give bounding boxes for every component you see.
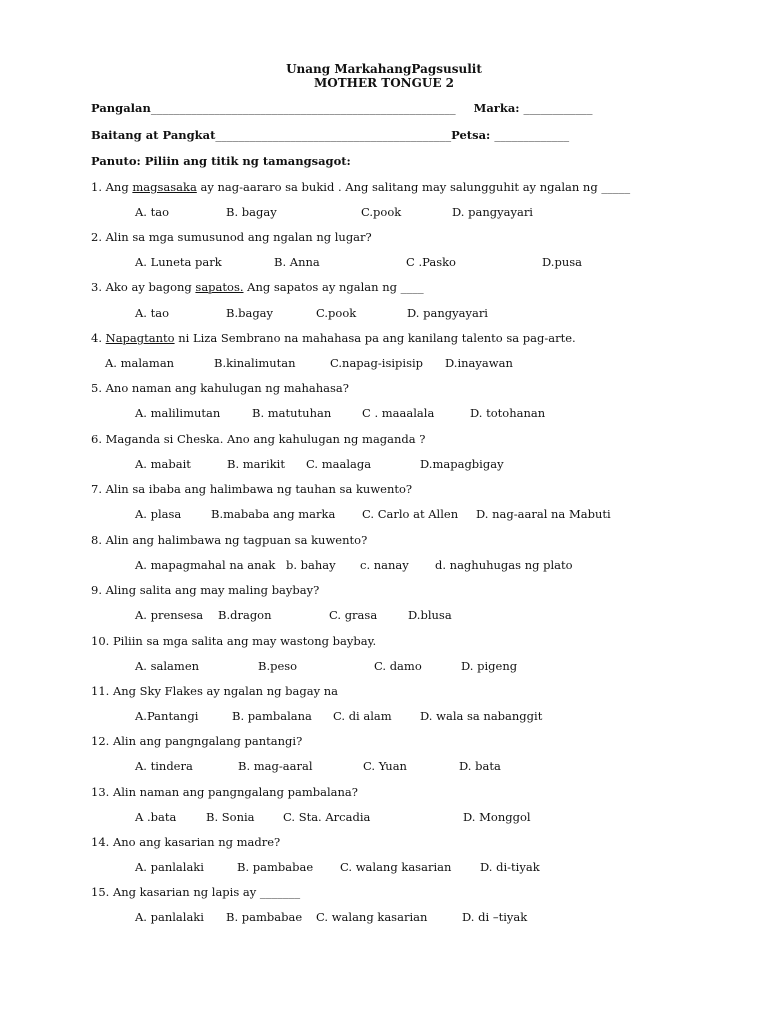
choice-15-a: A. panlalaki bbox=[135, 910, 204, 924]
question-8 bbox=[91, 533, 367, 547]
question-text-cont: Ang sapatos ay ngalan ng ____ bbox=[243, 280, 424, 294]
choice-3-c: C.pook bbox=[316, 306, 357, 320]
choice-5-c: C . maaalala bbox=[362, 406, 435, 420]
underlined-word: Napagtanto bbox=[105, 331, 175, 345]
question-13 bbox=[91, 785, 358, 799]
question-15 bbox=[91, 885, 300, 899]
date-label: Petsa: bbox=[451, 128, 495, 142]
question-text: 11. Ang Sky Flakes ay ngalan ng bagay na bbox=[91, 684, 339, 698]
choice-7-b: B.mababa ang marka bbox=[211, 507, 336, 521]
choice-2-c: C .Pasko bbox=[406, 255, 456, 269]
question-7 bbox=[91, 482, 412, 496]
choice-13-c: C. Sta. Arcadia bbox=[283, 810, 371, 824]
choice-5-d: D. totohanan bbox=[470, 406, 546, 420]
choice-7-a: A. plasa bbox=[135, 507, 182, 521]
section-label: Baitang at Pangkat bbox=[91, 128, 216, 142]
question-2 bbox=[91, 230, 372, 244]
choice-2-d: D.pusa bbox=[542, 255, 582, 269]
question-10 bbox=[91, 634, 376, 648]
choice-15-b: B. pambabae bbox=[226, 910, 303, 924]
choice-12-d: D. bata bbox=[459, 759, 501, 773]
choice-11-d: D. wala sa nabanggit bbox=[420, 709, 543, 723]
question-text: 13. Alin naman ang pangngalang pambalana? bbox=[91, 785, 358, 799]
question-text-cont: ni Liza Sembrano na mahahasa pa ang kanilang talento sa pag-arte. bbox=[174, 331, 576, 345]
grade-label: Marka: bbox=[473, 101, 524, 115]
choice-6-c: C. maalaga bbox=[306, 457, 372, 471]
choice-15-d: D. di –tiyak bbox=[462, 910, 528, 924]
choice-3-b: B.bagay bbox=[226, 306, 274, 320]
choice-1-d: D. pangyayari bbox=[452, 205, 533, 219]
choice-13-a: A .bata bbox=[135, 810, 177, 824]
question-text: 12. Alin ang pangngalang pantangi? bbox=[91, 734, 303, 748]
choice-12-b: B. mag-aaral bbox=[238, 759, 313, 773]
question-text: 1. Ang bbox=[91, 180, 133, 194]
grade-blank: ____________ bbox=[523, 101, 593, 115]
choice-10-a: A. salamen bbox=[135, 659, 200, 673]
choice-8-b: b. bahay bbox=[286, 558, 336, 572]
choice-3-a: A. tao bbox=[135, 306, 170, 320]
choice-10-b: B.peso bbox=[258, 659, 298, 673]
question-text: 8. Alin ang halimbawa ng tagpuan sa kuwento? bbox=[91, 533, 368, 547]
name-field-row bbox=[91, 101, 593, 115]
choice-5-a: A. malilimutan bbox=[135, 406, 221, 420]
choice-11-c: C. di alam bbox=[333, 709, 392, 723]
choice-2-a: A. Luneta park bbox=[135, 255, 222, 269]
choice-12-c: C. Yuan bbox=[363, 759, 407, 773]
question-1 bbox=[91, 180, 630, 194]
choice-7-c: C. Carlo at Allen bbox=[362, 507, 459, 521]
question-text: 2. Alin sa mga sumusunod ang ngalan ng lugar? bbox=[91, 230, 372, 244]
choice-9-b: B.dragon bbox=[218, 608, 272, 622]
choice-14-c: C. walang kasarian bbox=[340, 860, 452, 874]
question-text: 14. Ano ang kasarian ng madre? bbox=[91, 835, 281, 849]
question-6 bbox=[91, 432, 425, 446]
choice-11-b: B. pambalana bbox=[232, 709, 312, 723]
question-text: 5. Ano naman ang kahulugan ng mahahasa? bbox=[91, 381, 349, 395]
choice-11-a: A.Pantangi bbox=[135, 709, 199, 723]
instructions: Panuto: Piliin ang titik ng tamangsagot: bbox=[91, 154, 351, 168]
choice-2-b: B. Anna bbox=[274, 255, 320, 269]
underlined-word: sapatos. bbox=[195, 280, 244, 294]
choice-10-d: D. pigeng bbox=[461, 659, 518, 673]
question-text-cont: ay nag-aararo sa bukid . Ang salitang may salungguhit ay ngalan ng _____ bbox=[196, 180, 631, 194]
question-text: 7. Alin sa ibaba ang halimbawa ng tauhan sa kuwento? bbox=[91, 482, 413, 496]
question-5 bbox=[91, 381, 349, 395]
question-14 bbox=[91, 835, 280, 849]
date-blank: _____________ bbox=[494, 128, 570, 142]
subject-title: MOTHER TONGUE 2 bbox=[313, 76, 455, 90]
question-4 bbox=[91, 331, 576, 345]
choice-13-d: D. Monggol bbox=[463, 810, 531, 824]
choice-1-b: B. bagay bbox=[226, 205, 277, 219]
choice-1-a: A. tao bbox=[135, 205, 170, 219]
choice-14-d: D. di-tiyak bbox=[480, 860, 540, 874]
question-3 bbox=[91, 280, 424, 294]
question-text: 4. bbox=[91, 331, 106, 345]
question-text: 6. Maganda si Cheska. Ano ang kahulugan ng maganda ? bbox=[91, 432, 426, 446]
choice-15-c: C. walang kasarian bbox=[316, 910, 428, 924]
choice-10-c: C. damo bbox=[374, 659, 422, 673]
choice-4-d: D.inayawan bbox=[445, 356, 513, 370]
question-11 bbox=[91, 684, 338, 698]
question-12 bbox=[91, 734, 302, 748]
name-label: Pangalan bbox=[91, 101, 151, 115]
choice-6-a: A. mabait bbox=[135, 457, 191, 471]
choice-9-d: D.blusa bbox=[408, 608, 452, 622]
choice-13-b: B. Sonia bbox=[206, 810, 255, 824]
choice-12-a: A. tindera bbox=[135, 759, 193, 773]
name-blank: _____________________________________________________ bbox=[150, 101, 456, 115]
choice-1-c: C.pook bbox=[361, 205, 402, 219]
choice-14-b: B. pambabae bbox=[237, 860, 314, 874]
choice-8-c: c. nanay bbox=[360, 558, 409, 572]
section-blank: _________________________________________ bbox=[215, 128, 452, 142]
section-field-row bbox=[91, 128, 569, 142]
question-text: 9. Aling salita ang may maling baybay? bbox=[91, 583, 320, 597]
choice-6-d: D.mapagbigay bbox=[420, 457, 504, 471]
question-text: 10. Piliin sa mga salita ang may wastong baybay. bbox=[91, 634, 377, 648]
choice-5-b: B. matutuhan bbox=[252, 406, 332, 420]
choice-8-d: d. naghuhugas ng plato bbox=[435, 558, 573, 572]
choice-7-d: D. nag-aaral na Mabuti bbox=[476, 507, 611, 521]
choice-4-a: A. malaman bbox=[105, 356, 175, 370]
choice-6-b: B. marikit bbox=[227, 457, 285, 471]
choice-4-c: C.napag-isipisip bbox=[330, 356, 424, 370]
choice-3-d: D. pangyayari bbox=[407, 306, 488, 320]
question-9 bbox=[91, 583, 319, 597]
underlined-word: magsasaka bbox=[132, 180, 197, 194]
choice-14-a: A. panlalaki bbox=[135, 860, 204, 874]
choice-9-c: C. grasa bbox=[329, 608, 378, 622]
choice-9-a: A. prensesa bbox=[135, 608, 204, 622]
choice-8-a: A. mapagmahal na anak bbox=[135, 558, 276, 572]
exam-title: Unang MarkahangPagsusulit bbox=[286, 62, 482, 76]
question-text: 15. Ang kasarian ng lapis ay _______ bbox=[91, 885, 301, 899]
choice-4-b: B.kinalimutan bbox=[214, 356, 296, 370]
question-text: 3. Ako ay bagong bbox=[91, 280, 196, 294]
